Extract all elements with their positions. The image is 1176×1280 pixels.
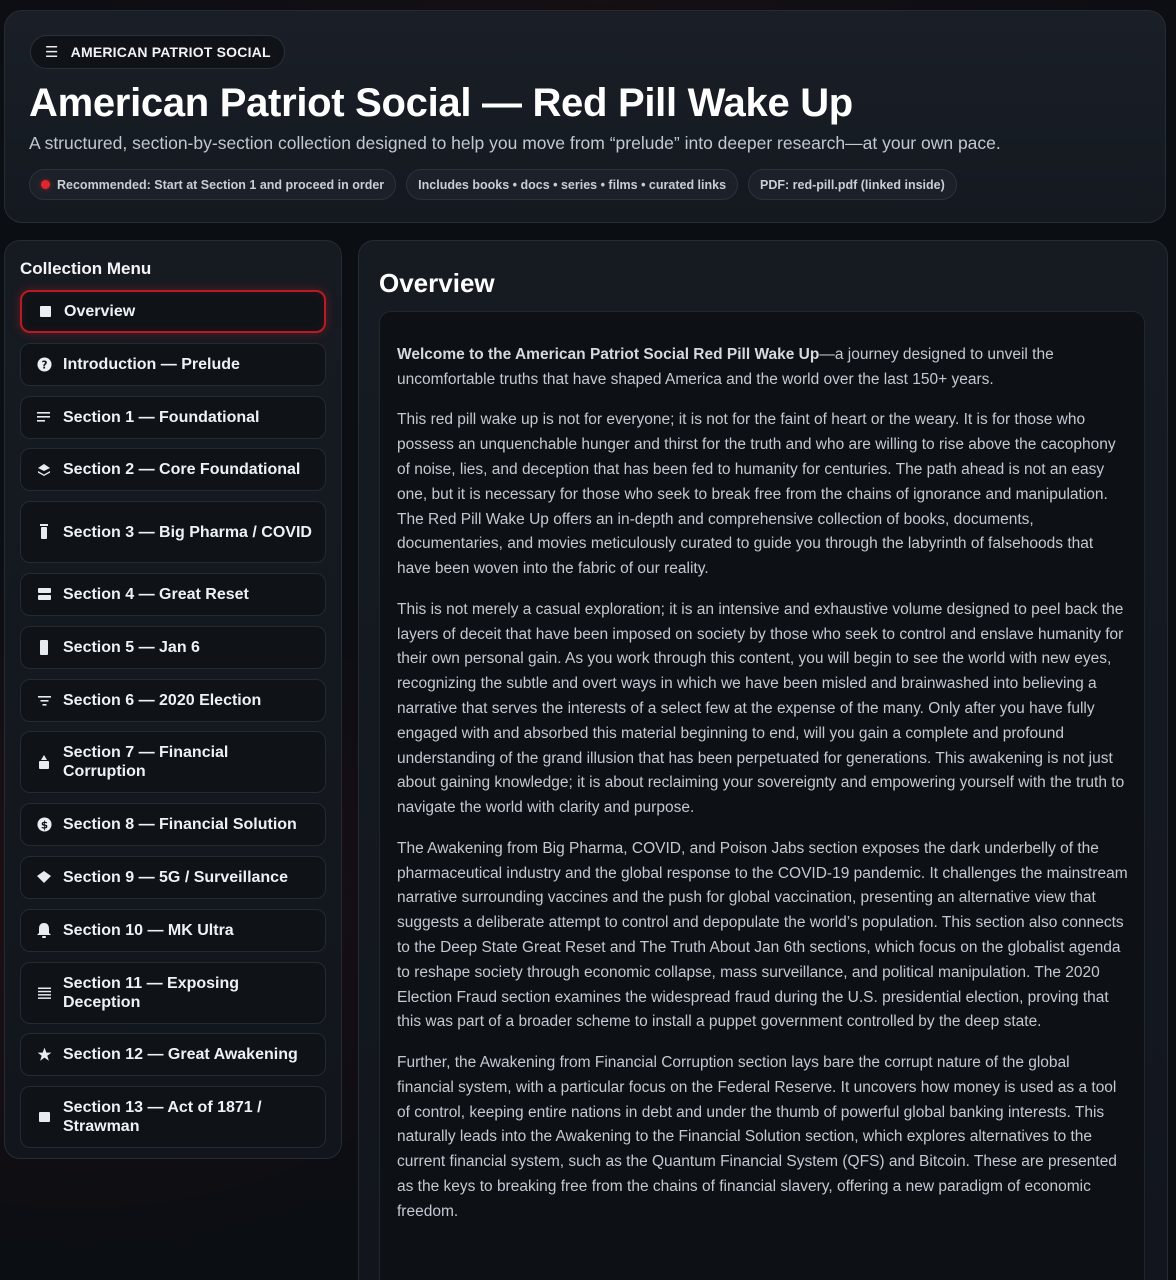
intro-lead: Welcome to the American Patriot Social Red Pill Wake Up: [397, 346, 820, 363]
body-paragraph: The Awakening from Big Pharma, COVID, and Poison Jabs section exposes the dark underbelly of the pharmaceutical industry and the global response to the COVID-19 pandemic. It challenges the mainstream narrative surrounding vaccines and the push for global vaccination, presenting an alternative view that suggests a deliberate attempt to control and depopulate the world’s population. This section also connects to the Deep State Great Reset and The Truth About Jan 6th sections, which focus on the globalist agenda to reshape society through economic collapse, mass surveillance, and political manipulation. The 2020 Election Fraud section examines the widespread fraud during the U.S. presidential election, proving that this was part of a broader scheme to install a puppet government controlled by the deep state.: [397, 839, 1128, 1031]
sidebar-item-label: Section 3 — Big Pharma / COVID: [63, 523, 312, 541]
sidebar-item-section-10[interactable]: [20, 909, 326, 952]
chip-label: Recommended: Start at Section 1 and proceed in order: [57, 177, 385, 192]
intro-rest: —a journey designed to unveil the uncomfortable truths that have shaped America and the world over the last 150+ years.: [397, 346, 1054, 388]
server-icon: [36, 588, 52, 600]
sidebar-item-label: Section 6 — 2020 Election: [63, 691, 262, 709]
page-subtitle: A structured, section-by-section collection designed to help you move from “prelude” into deeper research—at your own pace.: [29, 133, 1001, 153]
sidebar-item-label: Section 5 — Jan 6: [63, 638, 200, 656]
sidebar-item-section-12[interactable]: [20, 1033, 326, 1076]
bank-icon: [36, 755, 52, 769]
recommended-chip: [29, 169, 396, 200]
sidebar-item-label: Section 7 — Financial Corruption: [63, 744, 229, 781]
star-icon: [36, 1047, 52, 1062]
includes-chip: [406, 169, 738, 200]
sidebar-item-label: Section 9 — 5G / Surveillance: [63, 868, 288, 886]
chip-label: PDF: red-pill.pdf (linked inside): [760, 177, 945, 192]
body-paragraph: This red pill wake up is not for everyone; it is not for the faint of heart or the weary. It is for those who possess an unquenchable hunger and thirst for the truth and who are willing to rise above the cacophony of noise, lies, and deception that has been fed to humanity for centuries. The path ahead is not an easy one, but it is necessary for those who seek to break free from the chains of ignorance and manipulation. The Red Pill Wake Up offers an in-depth and comprehensive collection of books, documents, documentaries, and movies meticulously curated to guide you through the labyrinth of falsehoods that have been woven into the fabric of our reality.: [397, 411, 1116, 578]
sidebar-item-label: Section 12 — Great Awakening: [63, 1046, 298, 1064]
sidebar-item-label: Introduction — Prelude: [63, 355, 240, 373]
sidebar-title: Collection Menu: [20, 259, 152, 278]
sidebar-item-label: Section 10 — MK Ultra: [63, 921, 234, 939]
pdf-chip[interactable]: [748, 169, 957, 200]
info-chips: [29, 169, 957, 200]
page-title: American Patriot Social — Red Pill Wake Up: [29, 81, 853, 125]
sidebar-item-label: Section 13 — Act of 1871 / Strawman: [63, 1099, 262, 1136]
layers-icon: [36, 463, 52, 477]
intro-paragraph: [397, 343, 1130, 393]
sidebar-item-section-4[interactable]: [20, 573, 326, 616]
vial-icon: [36, 524, 52, 540]
list-icon: [36, 987, 52, 999]
sidebar-item-label: Section 1 — Foundational: [63, 408, 260, 426]
collection-sidebar: [4, 240, 342, 1159]
sidebar-item-section-7[interactable]: [20, 731, 326, 793]
page-header: [4, 10, 1166, 223]
sidebar-item-section-9[interactable]: [20, 856, 326, 899]
sidebar-item-label: Section 11 — Exposing Deception: [63, 974, 240, 1011]
square-small-icon: [36, 1112, 52, 1122]
sidebar-item-label: Section 8 — Financial Solution: [63, 816, 297, 834]
sidebar-item-label: Section 4 — Great Reset: [63, 585, 249, 603]
sidebar-item-section-13[interactable]: [20, 1086, 326, 1148]
main-content: [358, 240, 1168, 1280]
body-paragraph: Further, the Awakening from Financial Corruption section lays bare the corrupt nature of the global financial system, with a particular focus on the Federal Reserve. It uncovers how money is used as a tool of control, keeping entire nations in debt and under the thumb of powerful global banking interests. This naturally leads into the Awakening to the Financial Solution section, which explores alternatives to the current financial system, such as the Quantum Financial System (QFS) and Bitcoin. These are presented as the keys to breaking free from the chains of financial slavery, offering a new paradigm of economic freedom.: [397, 1053, 1117, 1220]
overview-article: [379, 311, 1145, 1280]
collection-menu: [20, 290, 326, 1158]
red-dot-icon: [41, 180, 50, 189]
svg-text:$: $: [40, 819, 48, 832]
sidebar-item-overview[interactable]: [20, 290, 326, 333]
chip-label: Includes books • docs • series • films • curated links: [418, 177, 727, 192]
section-title: Overview: [379, 268, 495, 298]
sidebar-item-section-3[interactable]: [20, 501, 326, 563]
sidebar-item-introduction[interactable]: [20, 343, 326, 386]
sidebar-item-section-2[interactable]: [20, 448, 326, 491]
lines-icon: [36, 411, 52, 423]
brand-pill[interactable]: [30, 35, 285, 69]
filter-icon: [36, 695, 52, 706]
body-paragraph: This is not merely a casual exploration; it is an intensive and exhaustive volume designed to peel back the layers of deceit that have been imposed on society by those who seek to control and enslave humanity for their own personal gain. As you work through this content, you will begin to see the world with new eyes, recognizing the subtle and overt ways in which we have been misled and brainwashed into believing a narrative that serves the interests of a select few at the expense of the many. Only after you have fully engaged with and absorbed this material beginning to end, will you gain a complete and profound understanding of the grand illusion that has been perpetuated for generations. This awakening is not just about gaining knowledge; it is about reclaiming your sovereignty and empowering yourself with the truth to navigate the world with clarity and purpose.: [397, 600, 1125, 817]
diamond-icon: [36, 871, 52, 883]
sidebar-item-section-1[interactable]: [20, 396, 326, 439]
coin-icon: [36, 817, 52, 832]
sidebar-item-section-11[interactable]: [20, 962, 326, 1024]
sidebar-item-section-5[interactable]: [20, 626, 326, 669]
sidebar-item-section-6[interactable]: [20, 679, 326, 722]
square-icon: [37, 306, 53, 317]
svg-text:?: ?: [41, 359, 47, 372]
menu-icon: ☰: [45, 44, 59, 61]
sidebar-item-label: Overview: [64, 303, 136, 320]
brand-label: AMERICAN PATRIOT SOCIAL: [70, 44, 271, 60]
question-circle-icon: [36, 357, 52, 372]
sidebar-item-section-8[interactable]: [20, 803, 326, 846]
bell-icon: [36, 923, 52, 938]
bookmark-icon: [36, 640, 52, 655]
sidebar-item-label: Section 2 — Core Foundational: [63, 461, 301, 479]
